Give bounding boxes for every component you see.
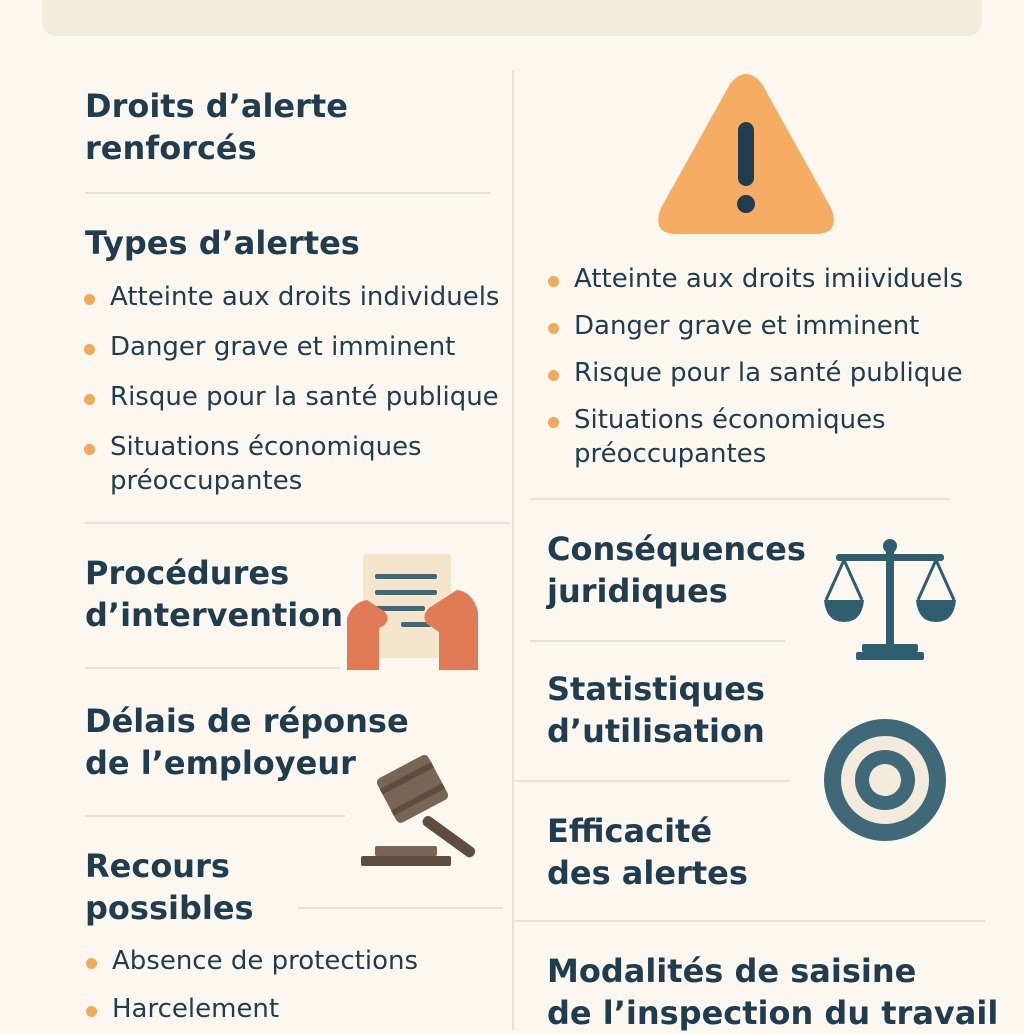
column-divider: [512, 70, 514, 1030]
section-divider: [298, 907, 503, 909]
section-divider: [85, 192, 490, 194]
bullet-icon: [548, 276, 559, 287]
top-banner: [42, 0, 982, 36]
list-item: Situations économiques préoccupantes: [546, 403, 1006, 471]
bullet-icon: [86, 958, 97, 969]
bullet-icon: [84, 394, 95, 405]
list-item: Situations économiques préoccupantes: [82, 430, 512, 498]
bullet-icon: [548, 370, 559, 381]
section-divider: [530, 640, 785, 642]
section-divider: [85, 522, 510, 524]
bullet-icon: [84, 444, 95, 455]
recours-list: [84, 944, 509, 1026]
statistiques-title: Statistiques d’utilisation: [547, 670, 765, 750]
droits-alerte-title: Droits d’alerte renforcés: [85, 87, 348, 167]
efficacite-title: Efficacité des alertes: [547, 812, 748, 892]
list-item: Danger grave et imminent: [546, 309, 1006, 343]
procedures-title: Procédures d’intervention: [85, 554, 343, 634]
bullet-icon: [84, 294, 95, 305]
section-divider: [85, 667, 340, 669]
list-item: Absence de protections: [84, 944, 509, 978]
document-hands-icon: [345, 552, 480, 670]
bullet-icon: [548, 417, 559, 428]
list-item: Danger grave et imminent: [82, 330, 512, 364]
section-divider: [530, 498, 950, 500]
section-divider: [515, 780, 790, 782]
bullet-icon: [86, 1006, 97, 1017]
scales-icon: [822, 536, 958, 662]
list-item: Atteinte aux droits individuels: [82, 280, 512, 314]
delais-title: Délais de réponse de l’employeur: [85, 702, 409, 782]
list-item: Risque pour la santé publique: [546, 356, 1006, 390]
modalites-title: Modalités de saisine de l’inspection du travail: [547, 952, 999, 1032]
recours-title: Recours possibles: [85, 847, 254, 927]
consequences-title: Conséquences juridiques: [547, 530, 806, 610]
section-divider: [85, 815, 345, 817]
bullet-icon: [548, 323, 559, 334]
section-divider: [515, 920, 985, 922]
alert-types-list: [546, 262, 1006, 471]
gavel-icon: [355, 750, 490, 870]
bullet-icon: [84, 344, 95, 355]
types-alertes-title: Types d’alertes: [85, 224, 360, 262]
list-item: Risque pour la santé publique: [82, 380, 512, 414]
warning-icon: [655, 72, 837, 237]
types-alertes-list: [82, 280, 512, 498]
list-item: Atteinte aux droits imiividuels: [546, 262, 1006, 296]
list-item: Harcelement: [84, 992, 509, 1026]
target-icon: [822, 717, 948, 843]
